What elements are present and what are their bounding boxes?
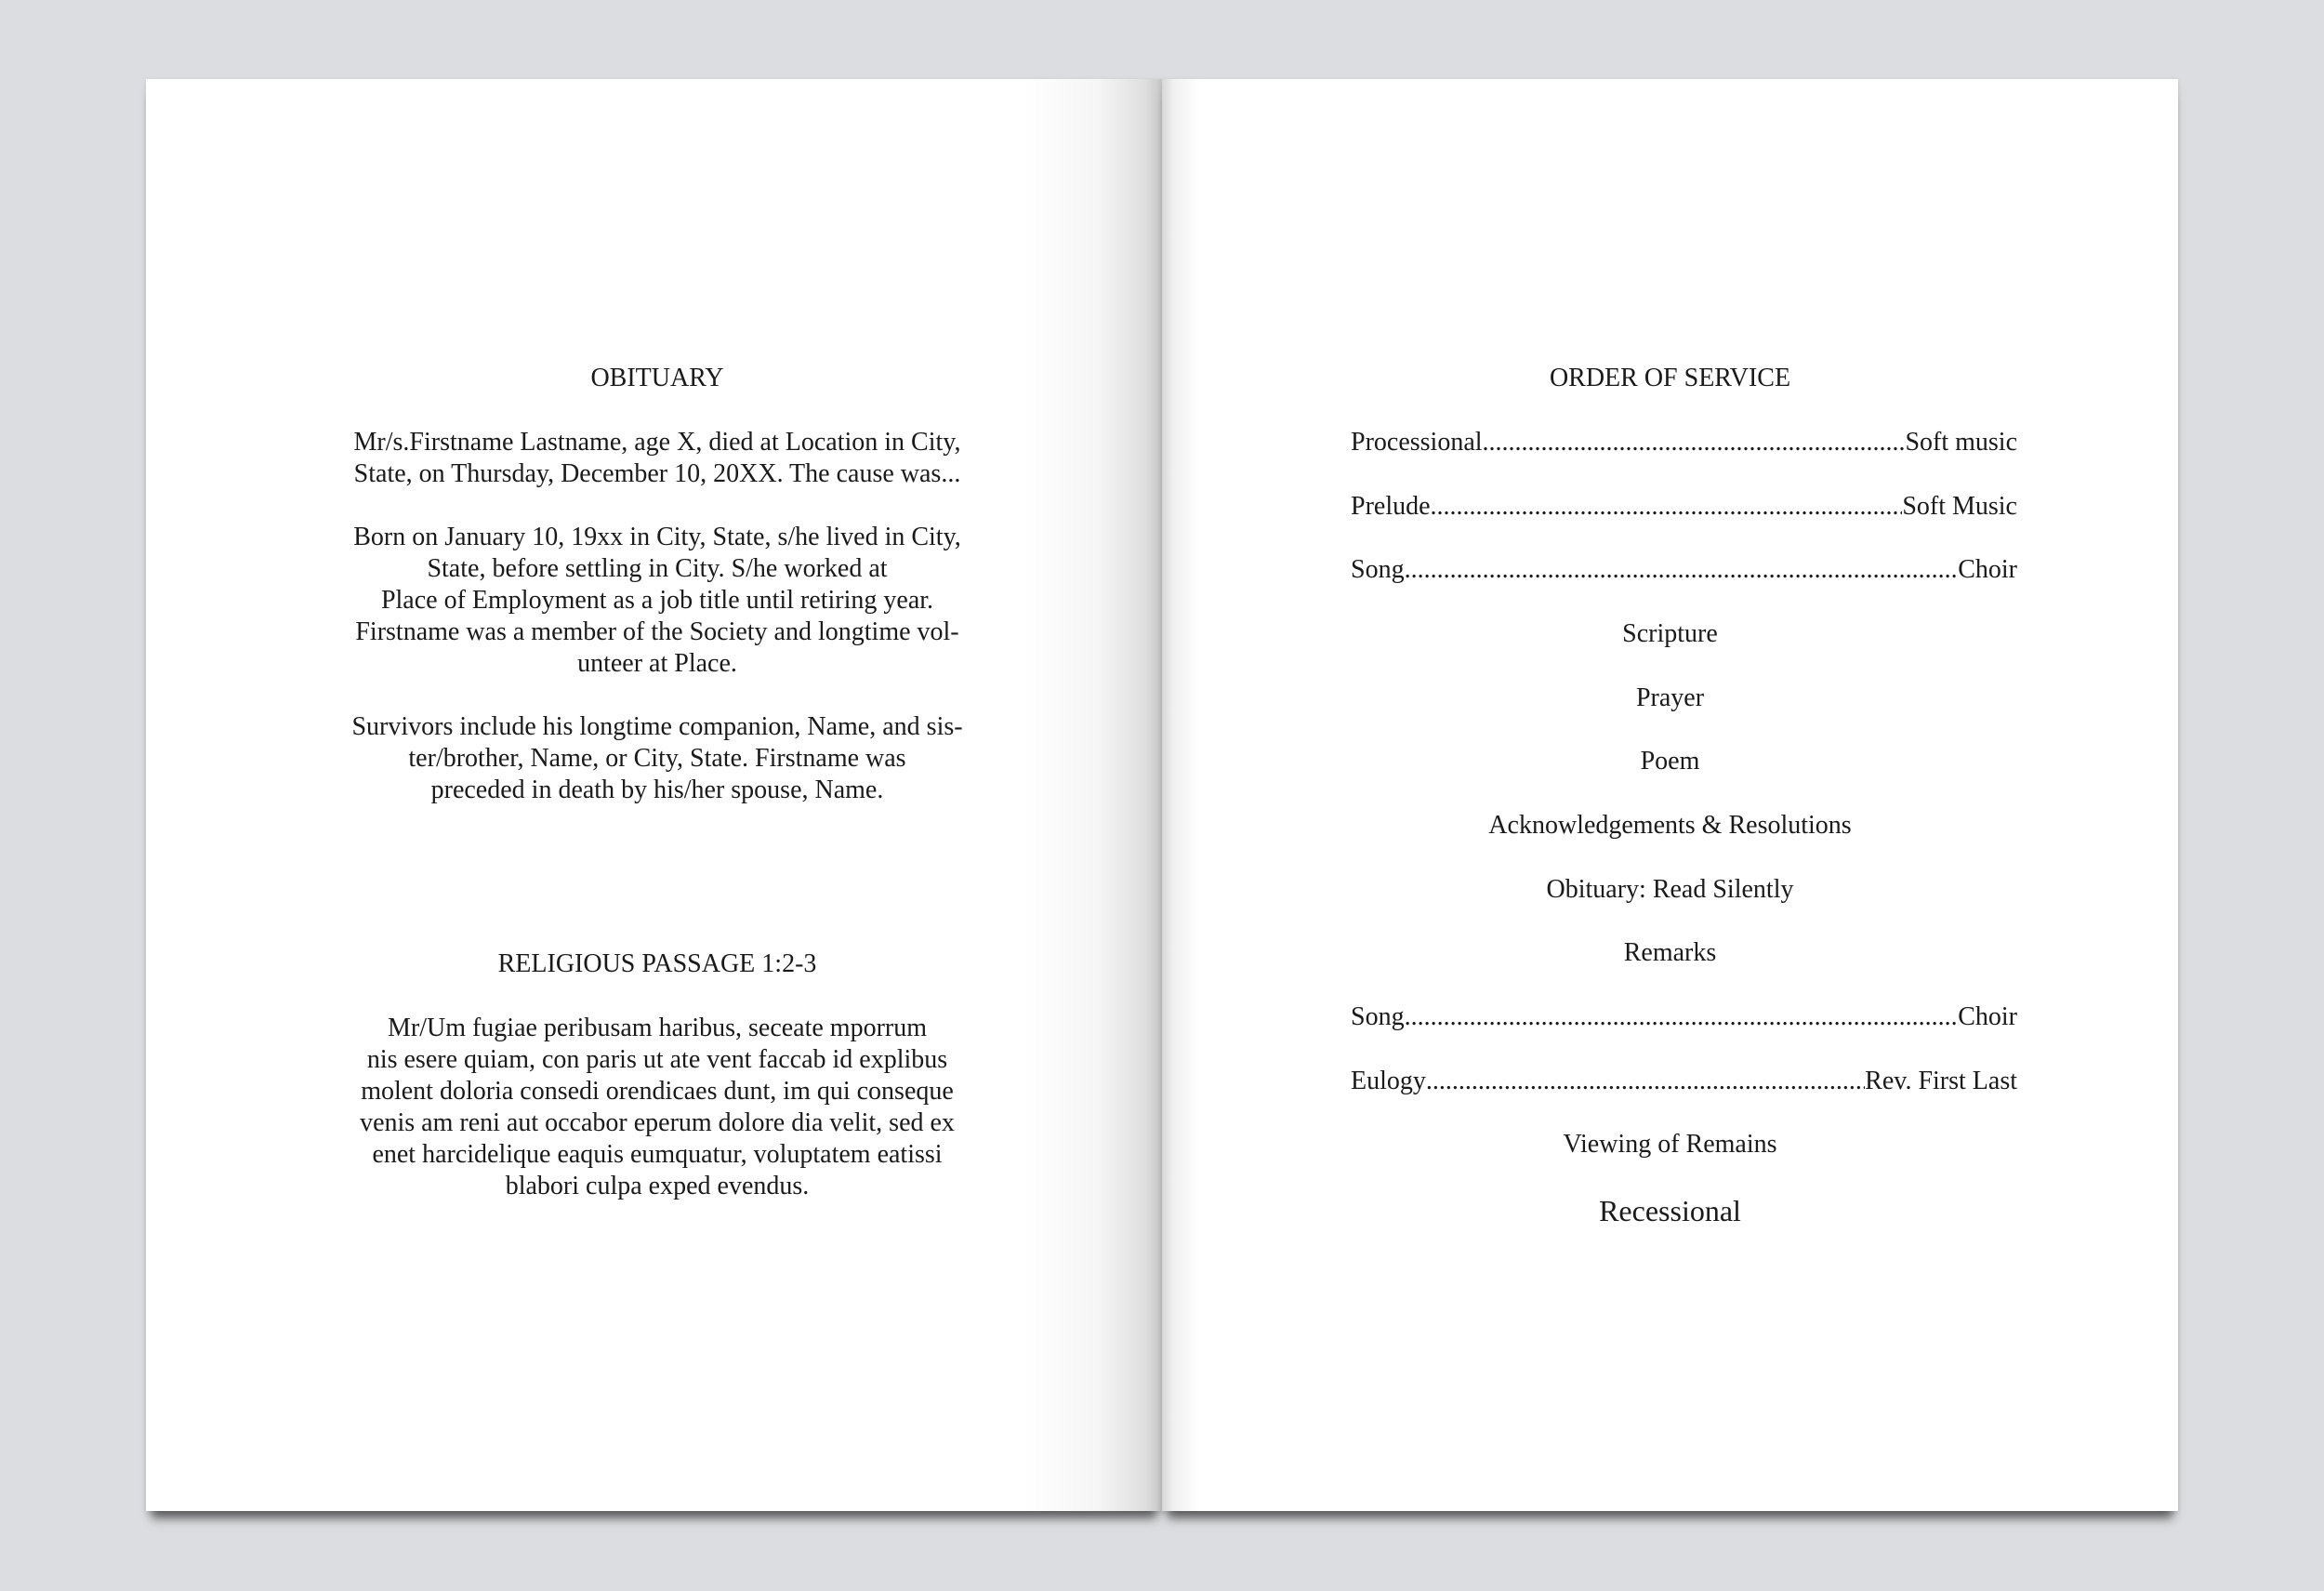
service-item-performer: Choir xyxy=(1958,1002,2017,1031)
service-item-processional xyxy=(1351,427,2017,458)
service-item-prayer: Prayer xyxy=(1635,683,1705,712)
obituary-heading: OBITUARY xyxy=(590,364,724,392)
dot-leader xyxy=(1405,1001,1959,1033)
service-item-label: Eulogy xyxy=(1351,1067,1426,1095)
service-item-label: Song xyxy=(1351,1002,1405,1031)
obituary-line: Firstname was a member of the Society and longtime vol- xyxy=(355,617,959,646)
obituary-line: unteer at Place. xyxy=(577,649,737,678)
passage-line: blabori culpa exped evendus. xyxy=(505,1172,810,1200)
obituary-line: preceded in death by his/her spouse, Name. xyxy=(430,776,884,804)
obituary-paragraph-1 xyxy=(285,427,1029,490)
service-item-viewing: Viewing of Remains xyxy=(1563,1130,1777,1159)
obituary-line: State, before settling in City. S/he worked at xyxy=(427,554,888,583)
passage-line: venis am reni aut occabor eperum dolore dia velit, sed ex xyxy=(360,1108,955,1137)
passage-line: enet harcidelique eaquis eumquatur, voluptatem eatissi xyxy=(372,1140,943,1169)
obituary-line: Mr/s.Firstname Lastname, age X, died at Location in City, xyxy=(353,428,961,457)
service-item-song-2 xyxy=(1351,1001,2017,1033)
obituary-text xyxy=(285,427,1029,838)
dot-leader xyxy=(1426,1066,1865,1097)
passage-line: Mr/Um fugiae peribusam haribus, seceate mporrum xyxy=(387,1014,928,1042)
passage-paragraph xyxy=(285,1013,1029,1202)
right-page-gutter-shadow xyxy=(1162,79,1199,1511)
right-page xyxy=(1162,79,2178,1511)
service-item-performer: Soft Music xyxy=(1902,492,2017,521)
service-item-performer: Soft music xyxy=(1905,428,2017,457)
obituary-paragraph-2 xyxy=(285,522,1029,680)
order-of-service-heading: ORDER OF SERVICE xyxy=(1549,364,1791,392)
obituary-line: Place of Employment as a job title until retiring year. xyxy=(380,586,934,615)
service-item-eulogy xyxy=(1351,1066,2017,1097)
obituary-line: Survivors include his longtime companion, Name, and sis- xyxy=(351,712,963,741)
service-item-label: Prelude xyxy=(1351,492,1431,521)
religious-passage-text xyxy=(285,1013,1029,1234)
service-item-acknowledgements: Acknowledgements & Resolutions xyxy=(1488,811,1852,840)
left-page xyxy=(146,79,1162,1511)
religious-passage-heading: RELIGIOUS PASSAGE 1:2-3 xyxy=(497,949,817,978)
obituary-line: ter/brother, Name, or City, State. Firstname was xyxy=(408,744,906,773)
service-item-label: Song xyxy=(1351,555,1405,584)
dot-leader xyxy=(1483,427,1906,458)
service-item-obituary-read: Obituary: Read Silently xyxy=(1546,875,1794,904)
passage-line: nis esere quiam, con paris ut ate vent faccab id explibus xyxy=(366,1045,948,1074)
service-item-prelude xyxy=(1351,491,2017,523)
obituary-paragraph-3 xyxy=(285,711,1029,806)
service-item-scripture: Scripture xyxy=(1622,619,1718,648)
service-item-poem: Poem xyxy=(1640,747,1700,776)
service-item-performer: Rev. First Last xyxy=(1865,1067,2017,1095)
service-item-label: Processional xyxy=(1351,428,1483,457)
left-page-gutter-shadow xyxy=(1023,79,1162,1511)
service-item-performer: Choir xyxy=(1958,555,2017,584)
service-item-song-1 xyxy=(1351,554,2017,586)
obituary-line: State, on Thursday, December 10, 20XX. The cause was... xyxy=(353,459,961,488)
dot-leader xyxy=(1431,491,1903,523)
passage-line: molent doloria consedi orendicaes dunt, im qui conseque xyxy=(361,1077,954,1106)
dot-leader xyxy=(1405,554,1959,586)
service-item-remarks: Remarks xyxy=(1623,938,1717,967)
obituary-line: Born on January 10, 19xx in City, State, s/he lived in City, xyxy=(353,523,961,551)
service-item-recessional: Recessional xyxy=(1599,1194,1741,1227)
